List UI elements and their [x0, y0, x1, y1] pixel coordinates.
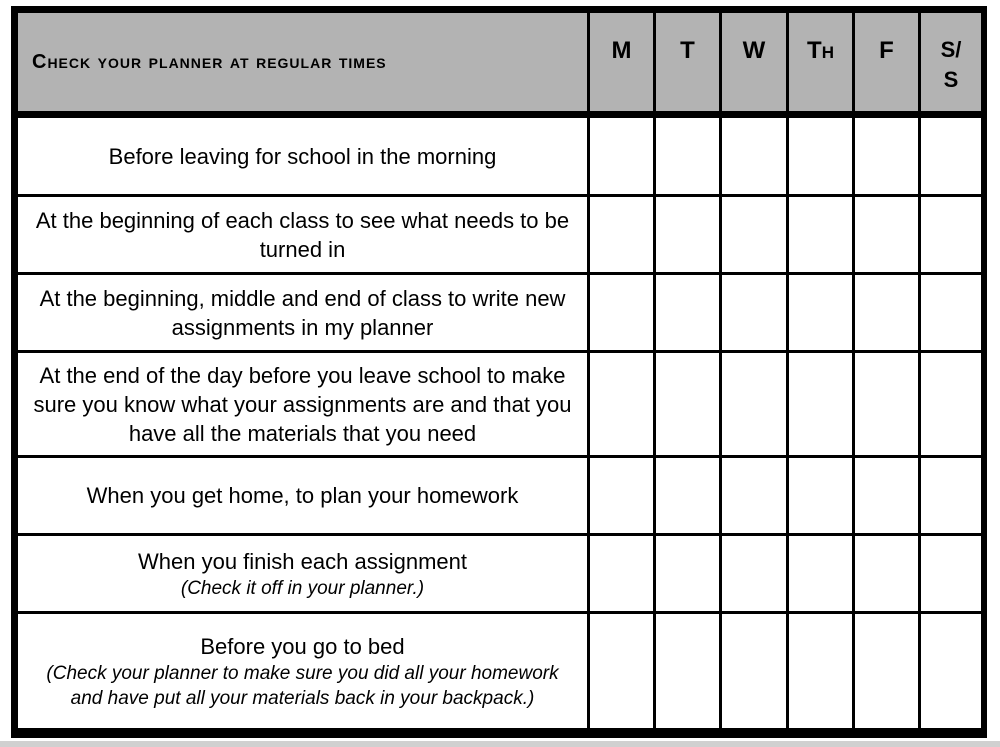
check-cell-r2-weekend[interactable]	[921, 197, 981, 272]
task-row-7-label	[18, 614, 587, 728]
check-cell-r1-mon[interactable]	[590, 118, 653, 194]
check-cell-r1-fri[interactable]	[855, 118, 918, 194]
check-cell-r7-wed[interactable]	[722, 614, 786, 728]
check-cell-r5-wed[interactable]	[722, 458, 786, 533]
day-header-friday: F	[855, 13, 918, 111]
check-cell-r5-tue[interactable]	[656, 458, 719, 533]
task-note: (Check it off in your planner.)	[180, 577, 425, 599]
task-text: When you finish each assignment	[138, 548, 467, 574]
check-cell-r6-mon[interactable]	[590, 536, 653, 611]
day-header-thursday: Th	[789, 13, 852, 111]
table-title	[18, 13, 587, 111]
check-cell-r1-weekend[interactable]	[921, 118, 981, 194]
task-row-4-label	[18, 353, 587, 455]
check-cell-r7-fri[interactable]	[855, 614, 918, 728]
check-cell-r5-thu[interactable]	[789, 458, 852, 533]
check-cell-r3-weekend[interactable]	[921, 275, 981, 350]
check-cell-r1-tue[interactable]	[656, 118, 719, 194]
day-header-wednesday: W	[722, 13, 786, 111]
check-cell-r3-wed[interactable]	[722, 275, 786, 350]
check-cell-r2-tue[interactable]	[656, 197, 719, 272]
check-cell-r5-fri[interactable]	[855, 458, 918, 533]
task-row-3-label	[18, 275, 587, 350]
check-cell-r4-thu[interactable]	[789, 353, 852, 455]
check-cell-r6-tue[interactable]	[656, 536, 719, 611]
task-row-1-label	[18, 118, 587, 194]
check-cell-r5-mon[interactable]	[590, 458, 653, 533]
check-cell-r4-fri[interactable]	[855, 353, 918, 455]
check-cell-r3-tue[interactable]	[656, 275, 719, 350]
table-grid	[18, 13, 980, 731]
day-header-weekend-text: S/ S	[940, 37, 962, 92]
task-text: Before leaving for school in the morning	[108, 143, 497, 169]
task-text: At the beginning, middle and end of class to write new assignments in my planner	[39, 285, 566, 340]
check-cell-r1-thu[interactable]	[789, 118, 852, 194]
task-row-6-label	[18, 536, 587, 611]
task-row-2-label	[18, 197, 587, 272]
check-cell-r7-mon[interactable]	[590, 614, 653, 728]
check-cell-r6-fri[interactable]	[855, 536, 918, 611]
day-header-tuesday: T	[656, 13, 719, 111]
task-text: Before you go to bed	[200, 633, 405, 659]
check-cell-r6-weekend[interactable]	[921, 536, 981, 611]
check-cell-r4-tue[interactable]	[656, 353, 719, 455]
check-cell-r4-mon[interactable]	[590, 353, 653, 455]
table-title-text: Check your planner at regular times	[32, 50, 387, 73]
check-cell-r3-fri[interactable]	[855, 275, 918, 350]
check-cell-r2-thu[interactable]	[789, 197, 852, 272]
day-header-monday: M	[590, 13, 653, 111]
check-cell-r6-wed[interactable]	[722, 536, 786, 611]
task-text: At the end of the day before you leave school to make sure you know what your assignments are and that you have all the materials that you need	[33, 362, 572, 446]
day-header-weekend	[921, 13, 981, 111]
page-bottom-edge	[0, 741, 1000, 747]
task-text: When you get home, to plan your homework	[86, 483, 519, 508]
check-cell-r2-fri[interactable]	[855, 197, 918, 272]
check-cell-r3-mon[interactable]	[590, 275, 653, 350]
task-row-5-label	[18, 458, 587, 533]
check-cell-r1-wed[interactable]	[722, 118, 786, 194]
check-cell-r7-tue[interactable]	[656, 614, 719, 728]
check-cell-r2-wed[interactable]	[722, 197, 786, 272]
check-cell-r5-weekend[interactable]	[921, 458, 981, 533]
check-cell-r3-thu[interactable]	[789, 275, 852, 350]
check-cell-r6-thu[interactable]	[789, 536, 852, 611]
check-cell-r4-weekend[interactable]	[921, 353, 981, 455]
check-cell-r4-wed[interactable]	[722, 353, 786, 455]
planner-checklist-table	[11, 6, 987, 738]
check-cell-r7-weekend[interactable]	[921, 614, 981, 728]
check-cell-r2-mon[interactable]	[590, 197, 653, 272]
task-text: At the beginning of each class to see what needs to be turned in	[35, 207, 570, 262]
check-cell-r7-thu[interactable]	[789, 614, 852, 728]
task-note: (Check your planner to make sure you did all your homework and have put all your materials back in your backpack.)	[46, 662, 559, 709]
